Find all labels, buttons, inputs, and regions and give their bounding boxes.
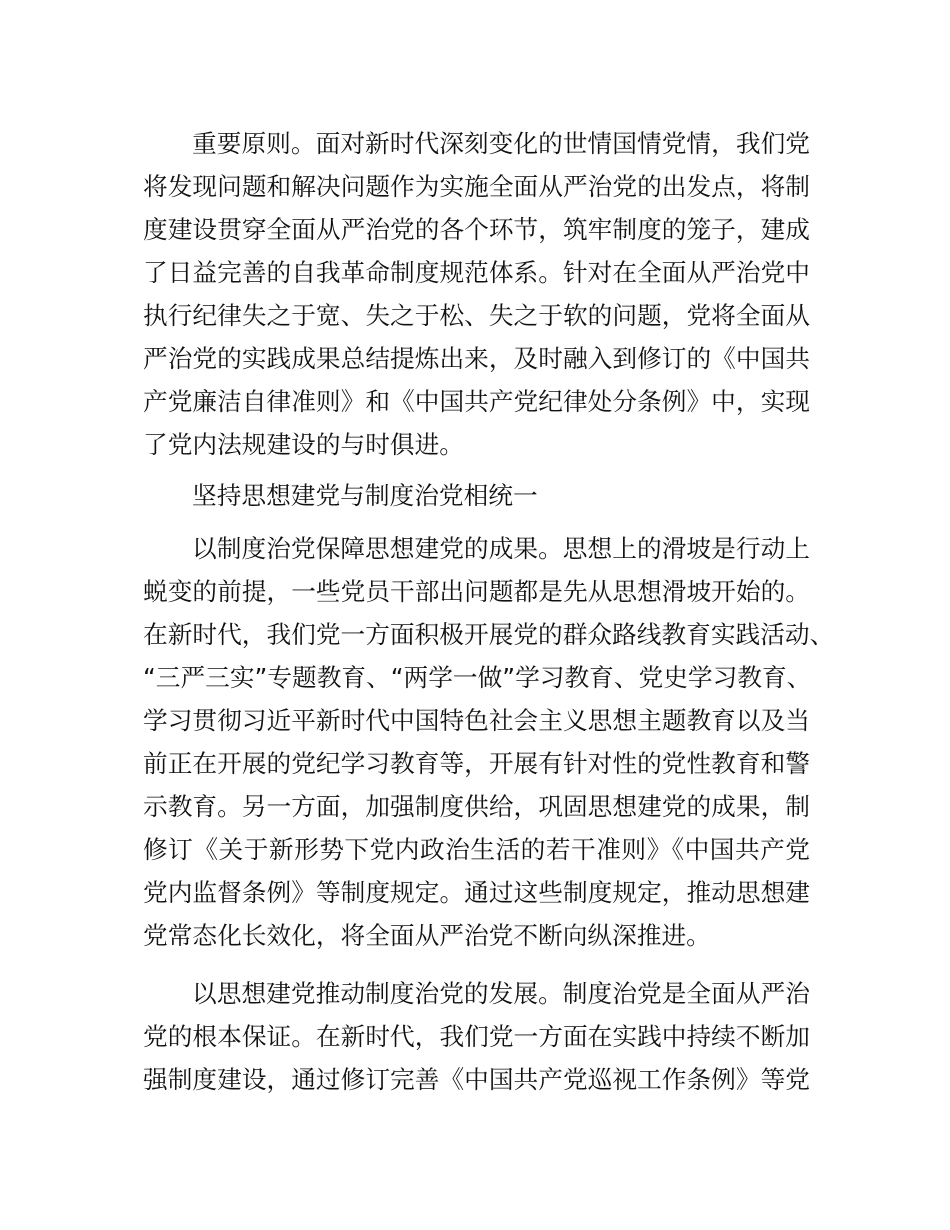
text-line: 了党内法规建设的与时俱进。 — [143, 430, 464, 459]
text-line: 以制度治党保障思想建党的成果。思想上的滑坡是行动上 — [192, 534, 810, 563]
text-line: 度建设贯穿全面从严治党的各个环节，筑牢制度的笼子，建成 — [143, 215, 810, 244]
text-line: 强制度建设，通过修订完善《中国共产党巡视工作条例》等党 — [143, 1065, 810, 1094]
text-line: 党常态化长效化，将全面从严治党不断向纵深推进。 — [143, 921, 711, 950]
text-line: “三严三实”专题教育、“两学一做”学习教育、党史学习教育、 — [143, 663, 812, 692]
paragraph-3 — [143, 972, 810, 1101]
text-line: 学习贯彻习近平新时代中国特色社会主义思想主题教育以及当 — [143, 706, 810, 735]
text-line: 重要原则。面对新时代深刻变化的世情国情党情，我们党 — [192, 129, 810, 158]
text-line: 了日益完善的自我革命制度规范体系。针对在全面从严治党中 — [143, 258, 810, 287]
text-line: 示教育。另一方面，加强制度供给，巩固思想建党的成果，制 — [143, 792, 810, 821]
text-line: 党的根本保证。在新时代，我们党一方面在实践中持续不断加 — [143, 1022, 810, 1051]
text-line: 在新时代，我们党一方面积极开展党的群众路线教育实践活动、 — [143, 620, 835, 649]
text-line: 前正在开展的党纪学习教育等，开展有针对性的党性教育和警 — [143, 749, 810, 778]
text-line: 蜕变的前提，一些党员干部出问题都是先从思想滑坡开始的。 — [143, 577, 810, 606]
text-line: 产党廉洁自律准则》和《中国共产党纪律处分条例》中，实现 — [143, 387, 810, 416]
text-line: 党内监督条例》等制度规定。通过这些制度规定，推动思想建 — [143, 878, 810, 907]
text-line: 严治党的实践成果总结提炼出来，及时融入到修订的《中国共 — [143, 344, 810, 373]
paragraph-1 — [143, 122, 810, 466]
text-line: 执行纪律失之于宽、失之于松、失之于软的问题，党将全面从 — [143, 301, 810, 330]
heading-text: 坚持思想建党与制度治党相统一 — [192, 481, 538, 510]
text-line: 将发现问题和解决问题作为实施全面从严治党的出发点，将制 — [143, 172, 810, 201]
text-line: 修订《关于新形势下党内政治生活的若干准则》《中国共产党 — [143, 835, 810, 864]
text-line: 以思想建党推动制度治党的发展。制度治党是全面从严治 — [192, 979, 810, 1008]
section-heading — [143, 474, 810, 517]
paragraph-2 — [143, 527, 835, 957]
